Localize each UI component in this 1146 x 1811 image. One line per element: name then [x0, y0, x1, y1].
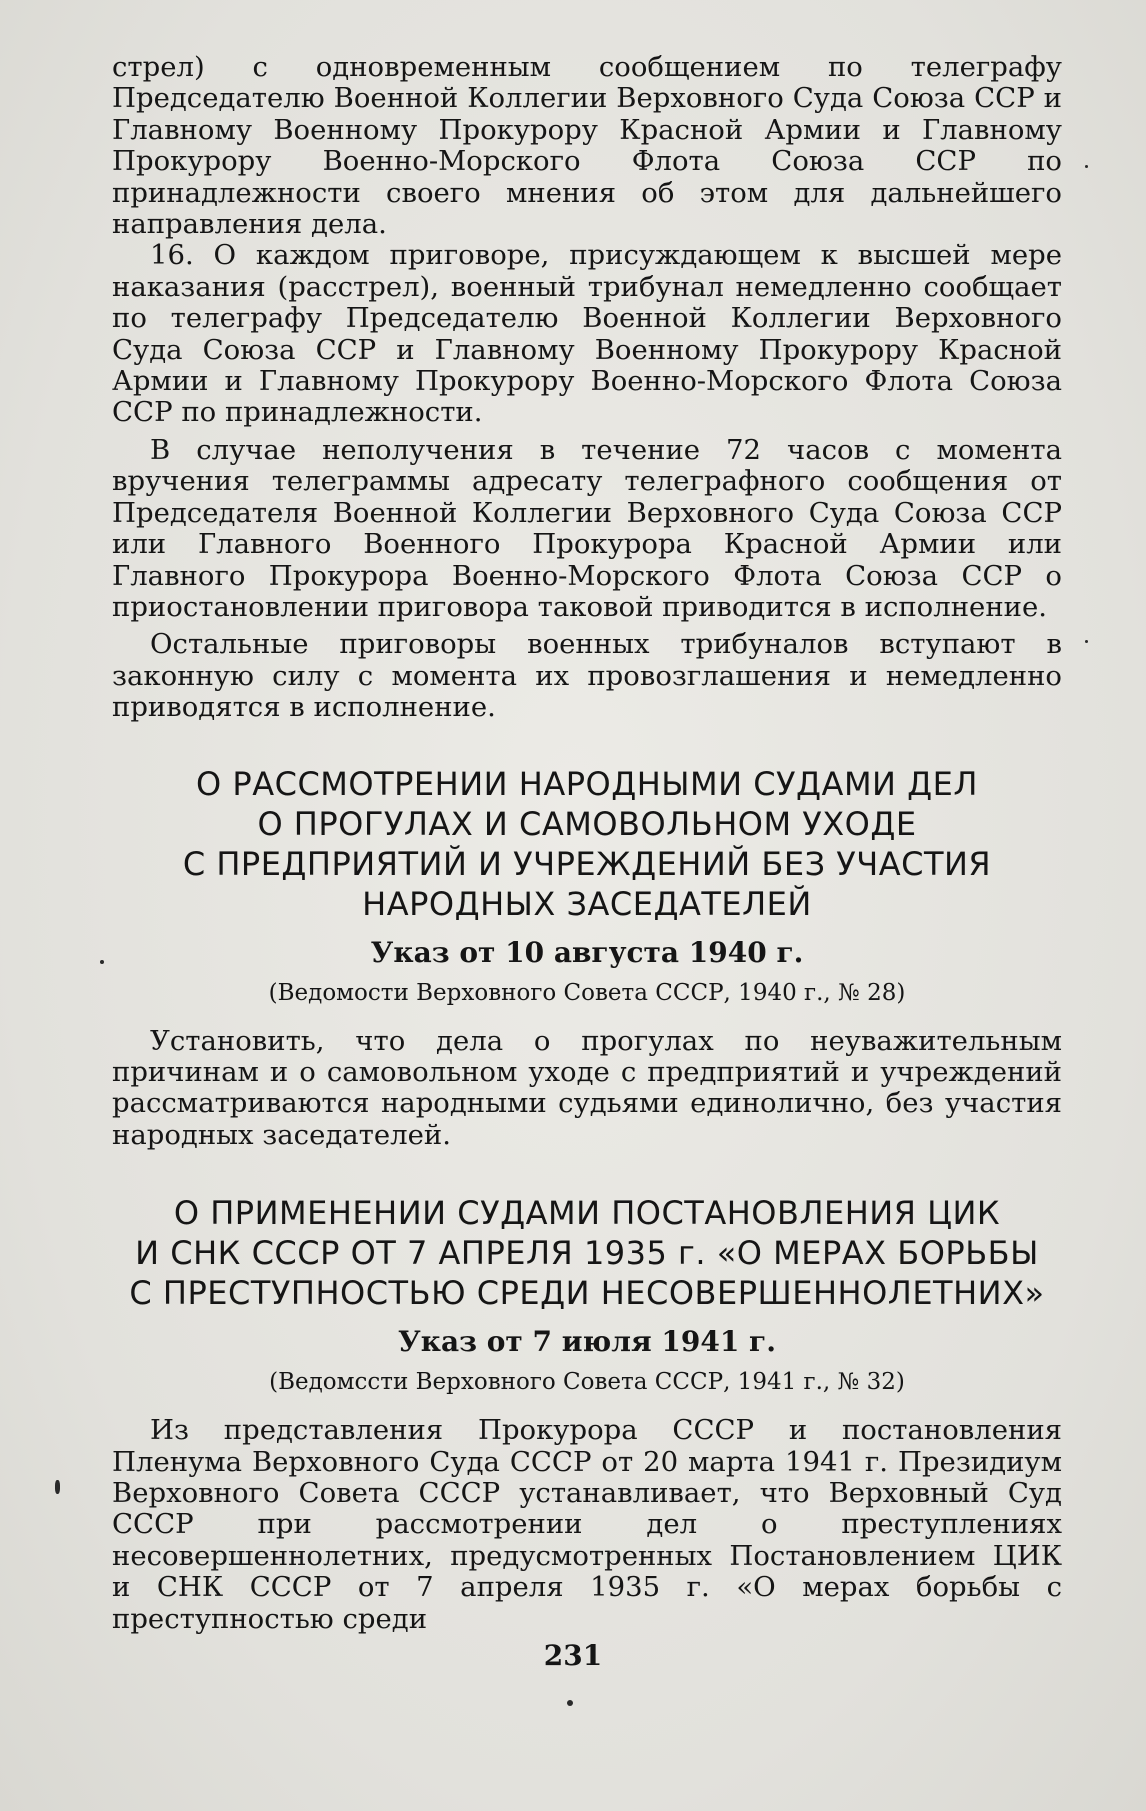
page-number: 231	[543, 1639, 603, 1672]
section-1-heading	[112, 764, 1062, 924]
section-2-source-citation: (Ведомсcти Верховного Совета СССР, 1941 г., № 32)	[269, 1369, 905, 1396]
section-2-heading-line: О ПРИМЕНЕНИИ СУДАМИ ПОСТАНОВЛЕНИЯ ЦИК	[173, 1194, 1001, 1233]
section-2-decree-date: Указ от 7 июля 1941 г.	[398, 1325, 776, 1359]
section-1-heading-line: О ПРОГУЛАХ И САМОВОЛЬНОМ УХОДЕ	[257, 804, 917, 843]
section-1	[112, 764, 1062, 1152]
section-1-decree-date: Указ от 10 августа 1940 г.	[370, 935, 804, 969]
section-1-heading-line: С ПРЕДПРИЯТИЙ И УЧРЕЖДЕНИЙ БЕЗ УЧАСТИЯ	[182, 844, 992, 883]
section-1-body: Установить, что дела о прогулах по неуважительным причинам и о самовольном уходе с предприятий и учреждений рассматриваются народными судьями единолично, без участия народных заседателей.	[112, 1024, 1062, 1151]
section-2-heading-line: И СНК СССР ОТ 7 АПРЕЛЯ 1935 г. «О МЕРАХ БОРЬБЫ	[135, 1234, 1039, 1273]
point-16-paragraph: 16. О каждом приговоре, присуждающем к высшей мере наказания (расстрел), военный трибунал немедленно сообщает по телеграфу Председателю Военной Коллегии Верховного Суда Союза ССР и Главному Военному Прокурору Красной Армии и Главному Прокурору Военно-Морского Флота Союза ССР по принадлежности.	[112, 239, 1062, 429]
ink-speck	[1085, 640, 1088, 643]
intro-paragraph: стрел) с одновременным сообщением по телеграфу Председателю Военной Коллегии Верховного Суда Союза ССР и Главному Военному Прокурору Красной Армии и Главному Прокурору Военно-Морского Флота Союза ССР по принадлежности своего мнения об этом для дальнейшего направления дела.	[112, 51, 1062, 241]
page-content	[112, 52, 1062, 1635]
other-sentences-paragraph: Остальные приговоры военных трибуналов вступают в законную силу с момента их провозглашения и немедленно приводятся в исполнение.	[112, 628, 1062, 724]
section-2-heading	[112, 1193, 1062, 1313]
section-1-source-citation: (Ведомости Верховного Совета СССР, 1940 г., № 28)	[268, 979, 906, 1006]
ink-speck	[100, 960, 104, 964]
section-2-heading-line: С ПРЕСТУПНОСТЬЮ СРЕДИ НЕСОВЕРШЕННОЛЕТНИХ»	[129, 1274, 1045, 1313]
section-2-body: Из представления Прокурора СССР и постановления Пленума Верховного Суда СССР от 20 марта 1941 г. Президиум Верховного Совета СССР устанавливает, что Верховный Суд СССР при рассмотрении дел о преступлениях несовершеннолетних, предусмотренных Постановлением ЦИК и СНК СССР от 7 апреля 1935 г. «О мерах борьбы с преступностью среди	[112, 1414, 1062, 1635]
ink-speck	[567, 1700, 573, 1706]
ink-speck	[1085, 165, 1088, 168]
ink-speck	[55, 1480, 60, 1494]
section-1-heading-line: О РАССМОТРЕНИИ НАРОДНЫМИ СУДАМИ ДЕЛ	[196, 764, 978, 803]
section-1-heading-line: НАРОДНЫХ ЗАСЕДАТЕЛЕЙ	[362, 884, 812, 923]
seventy-two-hours-paragraph: В случае неполучения в течение 72 часов с момента вручения телеграммы адресату телеграфного сообщения от Председателя Военной Коллегии Верховного Суда Союза ССР или Главного Военного Прокурора Красной Армии или Главного Прокурора Военно-Морского Флота Союза ССР о приостановлении приговора таковой приводится в исполнение.	[112, 433, 1062, 623]
section-2	[112, 1193, 1062, 1635]
